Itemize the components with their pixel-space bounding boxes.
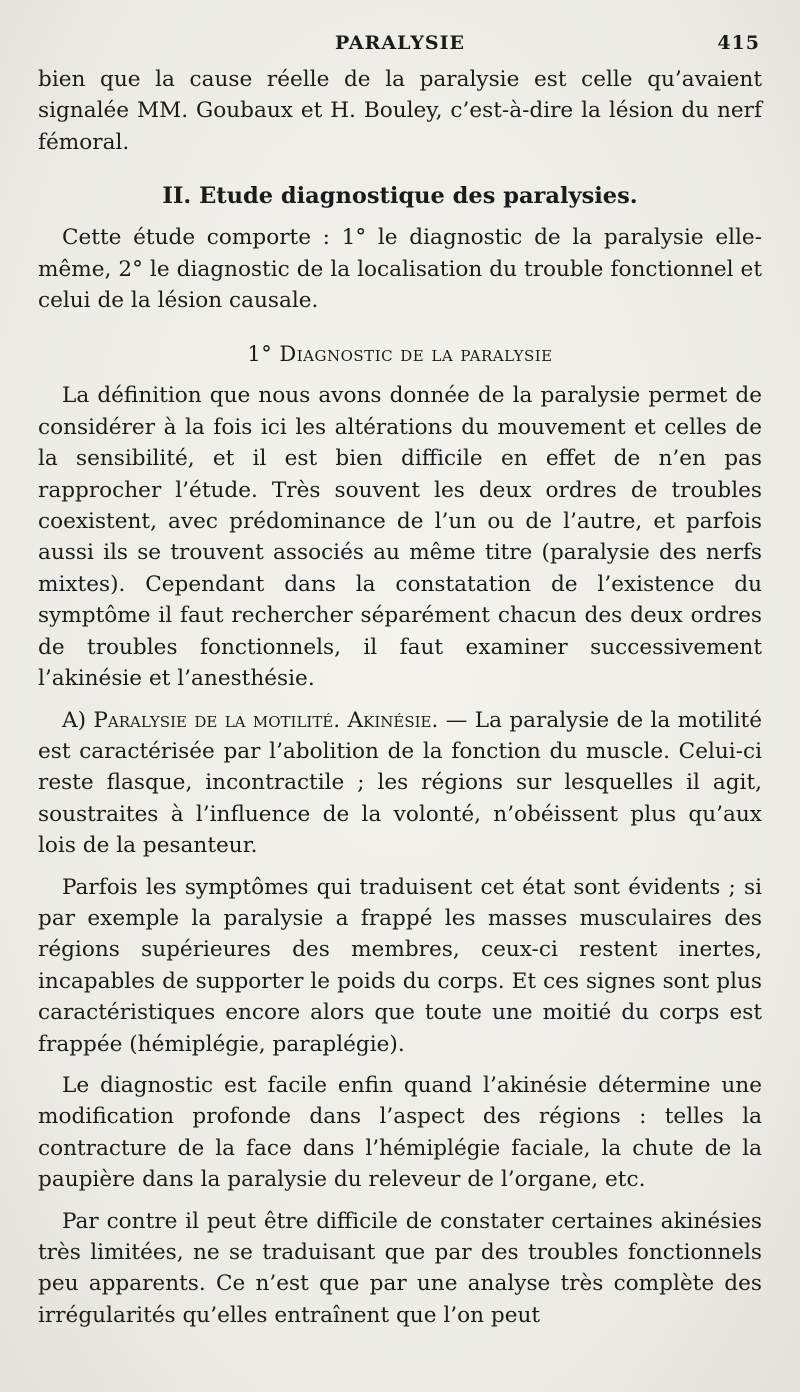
running-head xyxy=(38,30,762,64)
definition-paragraph: La définition que nous avons donnée de la paralysie permet de considérer à la fois ici les altérations du mouvement et celles de la sensibilité, et il est bien difficile en effet de n’en pas rapprocher l’étude. Très souvent les deux ordres de troubles coexistent, avec prédominance de l’un ou de l’autre, et parfois aussi ils se trouvent associés au même titre (paralysie des nerfs mixtes). Cependant dans la constatation de l’existence du symptôme il faut rechercher séparément chacun des deux ordres de troubles fonctionnels, il faut examiner successivement l’akinésie et l’anesthésie. xyxy=(38,383,762,692)
section-intro-paragraph: Cette étude comporte : 1° le diagnostic de la paralysie elle-même, 2° le diagnostic de la localisation du trouble fonctionnel et celui de la lésion causale. xyxy=(38,225,762,314)
akinesia-text: — La paralysie de la motilité est caractérisée par l’abolition de la fonction du muscle. Celui-ci reste flasque, incontractile ; les régions sur lesquelles il agit, soustraites à l’influence de la volonté, n’obéissent plus qu’aux lois de la pesanteur. xyxy=(38,707,762,859)
body-paragraph: Parfois les symptômes qui traduisent cet état sont évidents ; si par exemple la paralysie a frappé les masses musculaires des régions supérieures des membres, ceux-ci restent inertes, incapables de supporter le poids du corps. Et ces signes sont plus caractéristiques encore alors que toute une moitié du corps est frappée (hémiplégie, paraplégie). xyxy=(38,874,762,1057)
akinesia-paragraph xyxy=(38,705,762,862)
subsection-heading: 1° Diagnostic de la paralysie xyxy=(247,342,553,367)
body-paragraph: Le diagnostic est facile enfin quand l’akinésie détermine une modification profonde dans l’aspect des régions : telles la contracture de la face dans l’hémiplégie faciale, la chute de la paupière dans la paralysie du releveur de l’organe, etc. xyxy=(38,1072,762,1193)
page-number: 415 xyxy=(717,32,760,54)
akinesia-lead: A) Paralysie de la motilité. Akinésie. xyxy=(62,707,439,733)
continuation-paragraph: bien que la cause réelle de la paralysie est celle qu’avaient signalée MM. Goubaux et H. Bouley, c’est-à-dire la lésion du nerf fémoral. xyxy=(38,67,762,155)
section-heading: II. Etude diagnostique des paralysies. xyxy=(162,183,638,210)
body-paragraph: Par contre il peut être difficile de constater certaines akinésies très limitées, ne se traduisant que par des troubles fonctionnels peu apparents. Ce n’est que par une analyse très complète des irrégularités qu’elles entraînent que l’on peut xyxy=(38,1208,762,1328)
running-title: PARALYSIE xyxy=(335,32,465,54)
